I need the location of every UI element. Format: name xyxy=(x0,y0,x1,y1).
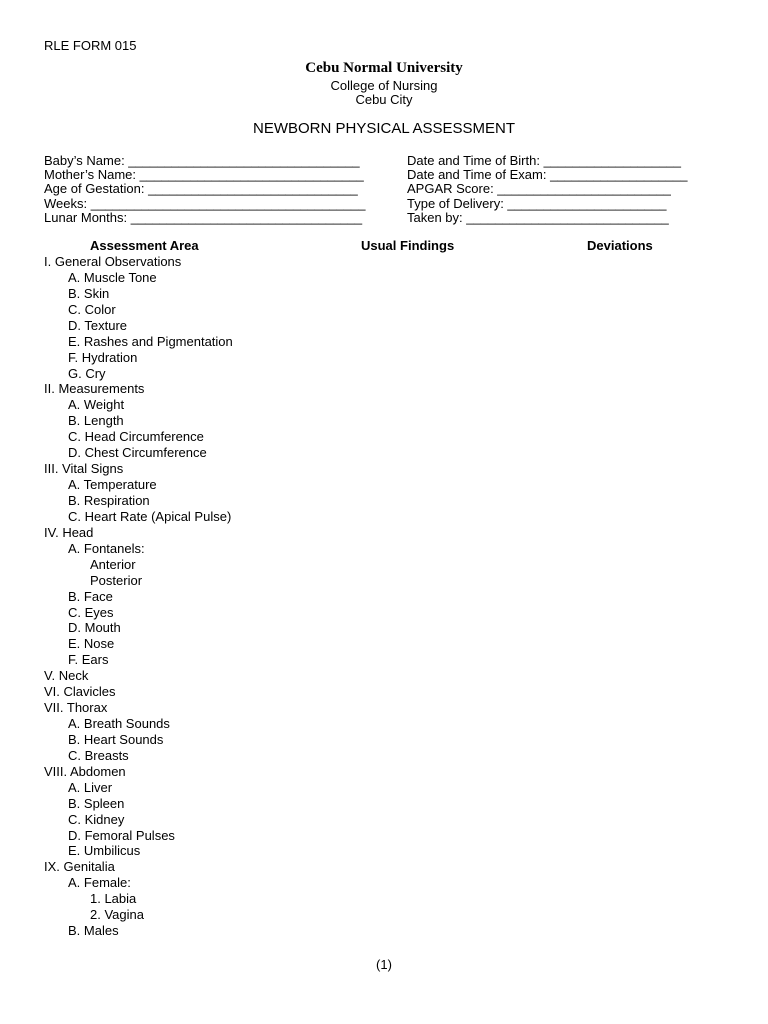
assessment-item: F. Hydration xyxy=(68,349,138,365)
assessment-item: D. Chest Circumference xyxy=(68,445,207,461)
assessment-item: C. Heart Rate (Apical Pulse) xyxy=(68,508,232,524)
field-date-time-exam[interactable]: Date and Time of Exam: ___________________ xyxy=(407,167,688,182)
assessment-item: B. Respiration xyxy=(68,492,150,508)
assessment-item: D. Mouth xyxy=(68,620,121,636)
column-header-assessment-area: Assessment Area xyxy=(90,238,199,253)
section-heading: I. General Observations xyxy=(44,254,182,269)
assessment-item: A. Temperature xyxy=(68,477,157,492)
assessment-item: 1. Labia xyxy=(90,891,137,907)
section-heading: VIII. Abdomen xyxy=(44,763,126,779)
field-weeks[interactable]: Weeks: ______________________________________ xyxy=(44,196,366,211)
field-date-time-birth[interactable]: Date and Time of Birth: ___________________ xyxy=(407,153,681,168)
assessment-item: G. Cry xyxy=(68,365,106,381)
assessment-item: C. Breasts xyxy=(68,747,129,763)
assessment-item: 2. Vagina xyxy=(90,907,144,923)
section-heading: IX. Genitalia xyxy=(44,859,115,875)
assessment-item: A. Fontanels: xyxy=(68,540,145,556)
form-code: RLE FORM 015 xyxy=(44,38,137,53)
assessment-item: E. Umbilicus xyxy=(68,843,141,859)
section-heading: IV. Head xyxy=(44,524,94,540)
assessment-item: D. Femoral Pulses xyxy=(68,827,175,843)
assessment-item: A. Muscle Tone xyxy=(68,269,157,285)
assessment-item: C. Head Circumference xyxy=(68,429,204,445)
assessment-item: A. Weight xyxy=(68,397,125,413)
section-heading: II. Measurements xyxy=(44,381,145,397)
field-age-of-gestation[interactable]: Age of Gestation: _____________________________ xyxy=(44,181,358,196)
section-heading: III. Vital Signs xyxy=(44,461,124,477)
assessment-item: A. Female: xyxy=(68,875,131,891)
section-heading: V. Neck xyxy=(44,668,89,684)
assessment-item: B. Length xyxy=(68,413,124,429)
assessment-item: Posterior xyxy=(90,572,143,588)
field-lunar-months[interactable]: Lunar Months: ________________________________ xyxy=(44,210,363,225)
assessment-item: C. Color xyxy=(68,301,116,317)
assessment-item: C. Eyes xyxy=(68,604,114,620)
college-name: College of Nursing xyxy=(330,78,438,93)
section-heading: VI. Clavicles xyxy=(44,684,116,700)
assessment-item: A. Liver xyxy=(68,779,113,795)
assessment-item: Anterior xyxy=(90,556,136,572)
assessment-item: B. Heart Sounds xyxy=(68,731,164,747)
assessment-item: C. Kidney xyxy=(68,811,125,827)
assessment-item: B. Face xyxy=(68,588,113,604)
field-apgar-score[interactable]: APGAR Score: ________________________ xyxy=(407,181,671,196)
field-mother-name[interactable]: Mother’s Name: _______________________________ xyxy=(44,167,364,182)
field-baby-name[interactable]: Baby’s Name: ________________________________ xyxy=(44,153,360,168)
assessment-item: B. Males xyxy=(68,923,119,939)
column-header-deviations: Deviations xyxy=(587,238,653,253)
assessment-item: A. Breath Sounds xyxy=(68,716,170,731)
assessment-item: B. Spleen xyxy=(68,795,125,811)
field-type-of-delivery[interactable]: Type of Delivery: ______________________ xyxy=(407,196,667,211)
assessment-item: B. Skin xyxy=(68,285,110,301)
field-taken-by[interactable]: Taken by: ____________________________ xyxy=(407,210,669,225)
form-title: NEWBORN PHYSICAL ASSESSMENT xyxy=(252,120,515,137)
section-heading: VII. Thorax xyxy=(44,700,108,715)
city-name: Cebu City xyxy=(355,92,413,107)
university-name: Cebu Normal University xyxy=(305,60,463,76)
assessment-item: D. Texture xyxy=(68,317,128,333)
assessment-item: E. Rashes and Pigmentation xyxy=(68,333,233,349)
assessment-item: E. Nose xyxy=(68,636,115,652)
page-number: (1) xyxy=(376,957,392,972)
column-header-usual-findings: Usual Findings xyxy=(361,238,455,253)
assessment-item: F. Ears xyxy=(68,652,109,668)
